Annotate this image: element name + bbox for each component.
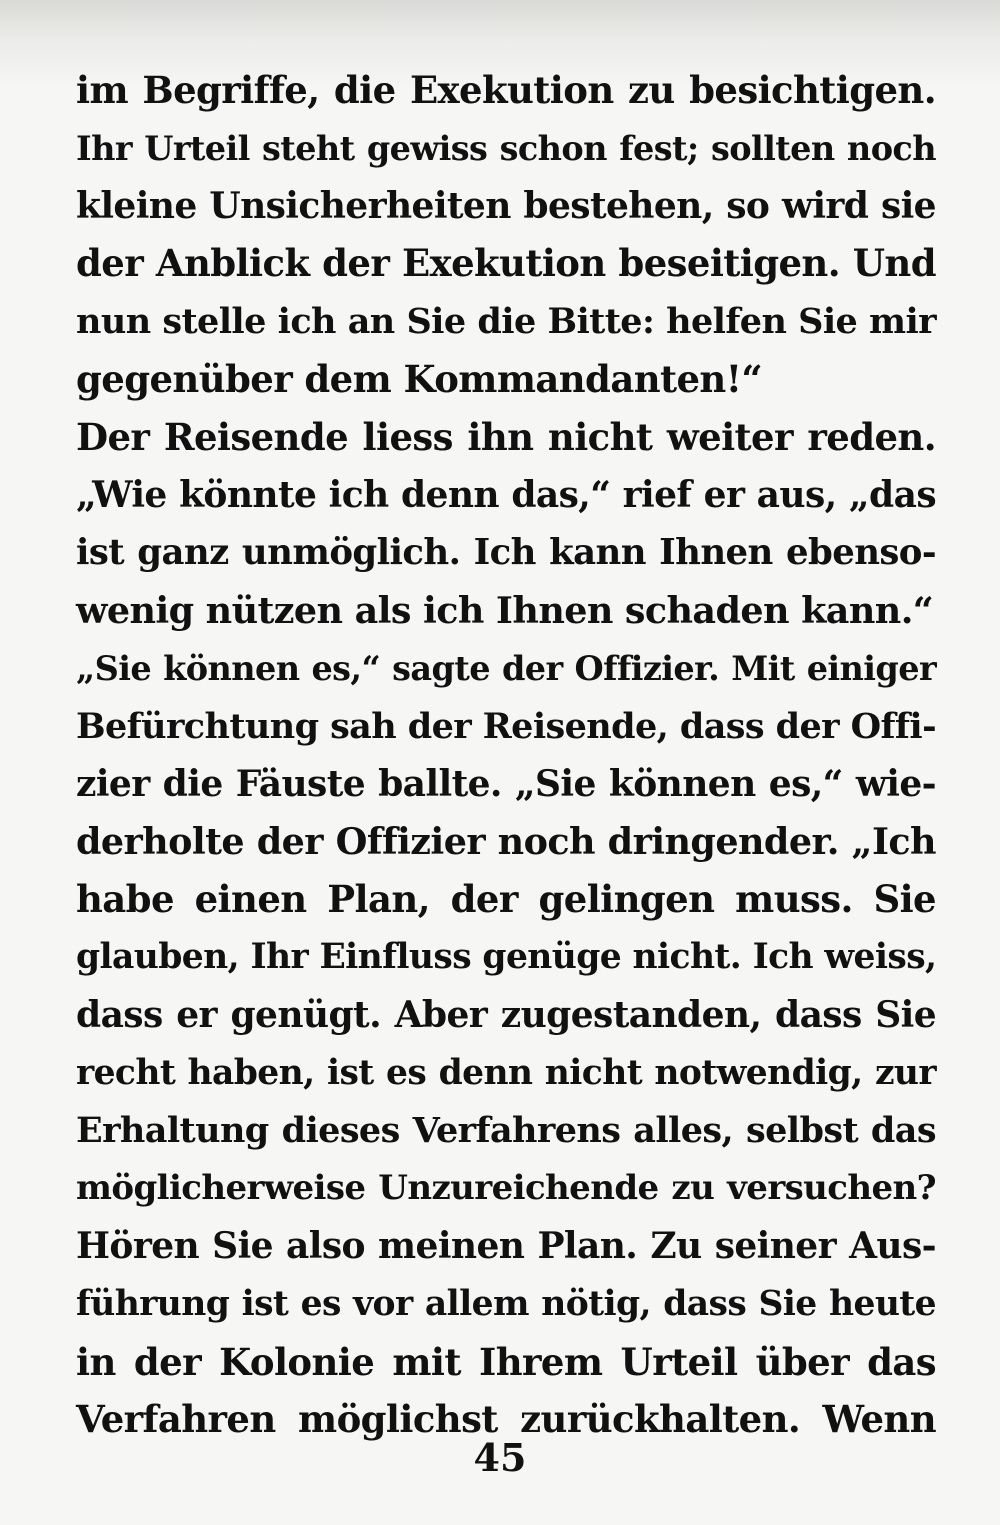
text-line: Der Reisende liess ihn nicht weiter reden. bbox=[76, 414, 936, 459]
text-line: Erhaltung dieses Verfahrens alles, selbst das bbox=[76, 1110, 936, 1152]
text-line: im Begriffe, die Exekution zu besichtigen. bbox=[76, 68, 936, 112]
text-line: führung ist es vor allem nötig, dass Sie heute bbox=[76, 1283, 936, 1324]
text-line: Befürchtung sah der Reisende, dass der Offi- bbox=[76, 705, 936, 747]
text-line: gegenüber dem Kommandanten!“ bbox=[76, 356, 763, 401]
text-line: „Sie können es,“ sagte der Offizier. Mit einiger bbox=[76, 648, 936, 688]
text-line: möglicherweise Unzureichende zu versuchen? bbox=[76, 1168, 936, 1209]
text-line: in der Kolonie mit Ihrem Urteil über das bbox=[76, 1339, 936, 1384]
text-line: wenig nützen als ich Ihnen schaden kann.“ bbox=[76, 589, 934, 633]
text-line: Ihr Urteil steht gewiss schon fest; sollten noch bbox=[76, 128, 936, 168]
text-line: kleine Unsicherheiten bestehen, so wird sie bbox=[76, 184, 936, 227]
page-number: 45 bbox=[473, 1435, 527, 1480]
text-line: derholte der Offizier noch dringender. „Ich bbox=[76, 820, 936, 864]
text-line: habe einen Plan, der gelingen muss. Sie bbox=[76, 877, 936, 922]
text-line: zier die Fäuste ballte. „Sie können es,“ wie- bbox=[76, 762, 936, 805]
text-line: nun stelle ich an Sie die Bitte: helfen Sie mir bbox=[76, 301, 936, 343]
text-line: dass er genügt. Aber zugestanden, dass Sie bbox=[76, 993, 936, 1036]
text-line: glauben, Ihr Einfluss genüge nicht. Ich weiss, bbox=[76, 936, 937, 977]
text-line: recht haben, ist es denn nicht notwendig, zur bbox=[76, 1052, 936, 1093]
text-line: „Wie könnte ich denn das,“ rief er aus, „das bbox=[76, 473, 936, 516]
text-line: Hören Sie also meinen Plan. Zu seiner Aus- bbox=[76, 1224, 936, 1267]
text-line: ist ganz unmöglich. Ich kann Ihnen ebenso- bbox=[76, 532, 936, 574]
text-line: Verfahren möglichst zurückhalten. Wenn bbox=[76, 1397, 936, 1442]
text-line: der Anblick der Exekution beseitigen. Und bbox=[76, 241, 936, 286]
body-text bbox=[76, 62, 936, 1449]
